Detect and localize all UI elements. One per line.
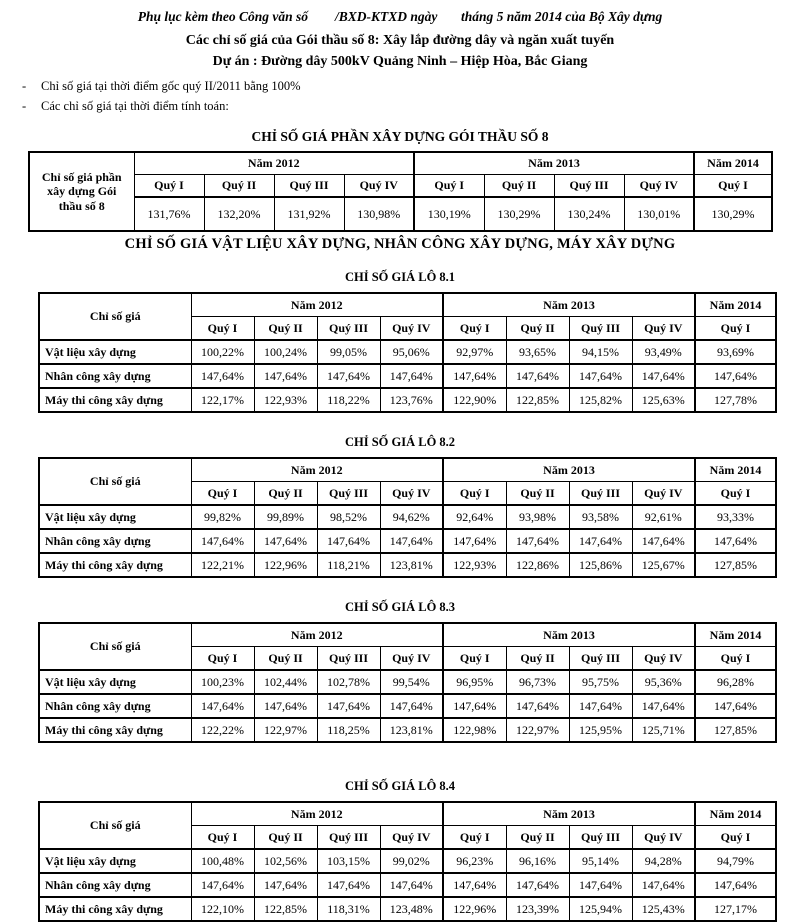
value-cell: 92,97% [443,340,506,364]
value-cell: 93,69% [695,340,776,364]
quarter-header-cell: Quý II [204,175,274,198]
quarter-header-cell: Quý II [484,175,554,198]
value-cell: 127,85% [695,718,776,742]
row-label-cell: Máy thi công xây dựng [39,718,191,742]
lot-table [38,801,777,922]
quarter-header-cell: Quý I [191,482,254,506]
value-cell: 147,64% [254,529,317,553]
value-cell: 99,05% [317,340,380,364]
value-cell: 93,65% [506,340,569,364]
value-cell: 132,20% [204,197,274,231]
value-cell: 127,85% [695,553,776,577]
quarter-header-cell: Quý II [254,647,317,671]
summary-value-row [29,197,772,231]
value-cell: 125,94% [569,897,632,921]
value-cell: 130,29% [694,197,772,231]
value-cell: 147,64% [632,364,695,388]
quarter-header-cell: Quý III [569,317,632,341]
value-cell: 122,86% [506,553,569,577]
value-cell: 131,76% [134,197,204,231]
value-cell: 123,76% [380,388,443,412]
row-label-cell: Nhân công xây dựng [39,694,191,718]
lot-data-row [39,529,776,553]
lot-table-title: CHỈ SỐ GIÁ LÔ 8.2 [344,435,456,449]
summary-table-title: CHỈ SỐ GIÁ PHẦN XÂY DỰNG GÓI THẦU SỐ 8 [251,129,549,144]
value-cell: 96,16% [506,849,569,873]
quarter-header-cell: Quý IV [632,826,695,850]
value-cell: 102,78% [317,670,380,694]
value-cell: 95,06% [380,340,443,364]
value-cell: 122,21% [191,553,254,577]
corner-header-cell: Chỉ số giá phần xây dựng Gói thầu số 8 [29,152,134,231]
note-text: Các chỉ số giá tại thời điểm tính toán: [41,99,229,113]
year-header-cell: Năm 2012 [134,152,414,175]
value-cell: 147,64% [191,694,254,718]
project-title: Dự án : Đường dây 500kV Quảng Ninh – Hiệp Hòa, Bắc Giang [212,54,588,69]
value-cell: 125,71% [632,718,695,742]
row-label-cell: Máy thi công xây dựng [39,553,191,577]
year-header-cell: Năm 2013 [414,152,694,175]
value-cell: 95,36% [632,670,695,694]
quarter-header-cell: Quý I [443,826,506,850]
quarter-header-cell: Quý IV [380,647,443,671]
value-cell: 147,64% [695,364,776,388]
lot-table-title: CHỈ SỐ GIÁ LÔ 8.3 [344,600,456,614]
value-cell: 122,97% [506,718,569,742]
quarter-header-cell: Quý III [569,826,632,850]
value-cell: 147,64% [380,529,443,553]
value-cell: 123,39% [506,897,569,921]
value-cell: 122,17% [191,388,254,412]
lot-table-title: CHỈ SỐ GIÁ LÔ 8.1 [344,270,456,284]
quarter-header-cell: Quý I [695,647,776,671]
value-cell: 118,21% [317,553,380,577]
quarter-header-cell: Quý I [443,317,506,341]
value-cell: 96,28% [695,670,776,694]
value-cell: 125,43% [632,897,695,921]
value-cell: 122,85% [254,897,317,921]
value-cell: 147,64% [569,364,632,388]
value-cell: 96,23% [443,849,506,873]
lot-data-row [39,873,776,897]
quarter-header-cell: Quý IV [344,175,414,198]
lot-data-row [39,340,776,364]
year-header-cell: Năm 2012 [191,293,443,317]
value-cell: 147,64% [254,694,317,718]
corner-header-cell: Chỉ số giá [39,293,191,340]
value-cell: 100,23% [191,670,254,694]
value-cell: 122,96% [254,553,317,577]
value-cell: 147,64% [317,529,380,553]
quarter-header-cell: Quý III [317,482,380,506]
quarter-header-cell: Quý III [317,826,380,850]
value-cell: 127,78% [695,388,776,412]
value-cell: 93,49% [632,340,695,364]
notes-list [22,79,800,114]
appendix-note: Phụ lục kèm theo Công văn số /BXD-KTXD ngày tháng 5 năm 2014 của Bộ Xây dựng [137,9,663,24]
value-cell: 147,64% [443,873,506,897]
package-title: Các chỉ số giá của Gói thầu số 8: Xây lắp đường dây và ngăn xuất tuyến [185,33,615,48]
quarter-header-cell: Quý IV [632,647,695,671]
year-header-cell: Năm 2013 [443,623,695,647]
quarter-header-cell: Quý III [554,175,624,198]
value-cell: 130,01% [624,197,694,231]
year-header-row [39,802,776,826]
year-header-row [39,293,776,317]
value-cell: 147,64% [317,364,380,388]
row-label-cell: Máy thi công xây dựng [39,897,191,921]
quarter-header-cell: Quý I [134,175,204,198]
value-cell: 123,81% [380,553,443,577]
value-cell: 147,64% [317,873,380,897]
value-cell: 122,93% [443,553,506,577]
lot-data-row [39,897,776,921]
year-header-cell: Năm 2012 [191,458,443,482]
quarter-header-cell: Quý IV [624,175,694,198]
bullet-dash: - [22,99,27,113]
value-cell: 100,24% [254,340,317,364]
bullet-dash: - [22,79,27,93]
value-cell: 122,97% [254,718,317,742]
quarter-header-cell: Quý I [695,826,776,850]
value-cell: 147,64% [569,529,632,553]
value-cell: 130,98% [344,197,414,231]
value-cell: 147,64% [380,694,443,718]
value-cell: 147,64% [443,694,506,718]
value-cell: 122,90% [443,388,506,412]
value-cell: 125,67% [632,553,695,577]
row-label-cell: Nhân công xây dựng [39,364,191,388]
value-cell: 122,96% [443,897,506,921]
value-cell: 100,48% [191,849,254,873]
value-cell: 96,95% [443,670,506,694]
lot-data-row [39,849,776,873]
row-label-cell: Vật liệu xây dựng [39,670,191,694]
summary-table [28,151,773,232]
value-cell: 102,44% [254,670,317,694]
lot-table [38,622,777,743]
year-header-cell: Năm 2014 [695,623,776,647]
value-cell: 147,64% [443,364,506,388]
value-cell: 123,81% [380,718,443,742]
quarter-header-cell: Quý IV [632,317,695,341]
value-cell: 100,22% [191,340,254,364]
value-cell: 147,64% [317,694,380,718]
value-cell: 147,64% [695,529,776,553]
row-label-cell: Vật liệu xây dựng [39,340,191,364]
value-cell: 94,28% [632,849,695,873]
value-cell: 94,15% [569,340,632,364]
note-item [22,99,800,114]
value-cell: 94,62% [380,505,443,529]
year-header-row [39,623,776,647]
value-cell: 98,52% [317,505,380,529]
value-cell: 147,64% [695,694,776,718]
quarter-header-cell: Quý II [254,826,317,850]
value-cell: 94,79% [695,849,776,873]
quarter-header-cell: Quý III [274,175,344,198]
value-cell: 147,64% [380,873,443,897]
value-cell: 99,54% [380,670,443,694]
lot-table [38,457,777,578]
quarter-header-cell: Quý I [443,647,506,671]
quarter-header-cell: Quý III [317,647,380,671]
value-cell: 147,64% [569,694,632,718]
value-cell: 122,22% [191,718,254,742]
value-cell: 127,17% [695,897,776,921]
row-label-cell: Vật liệu xây dựng [39,505,191,529]
value-cell: 93,98% [506,505,569,529]
quarter-header-cell: Quý I [695,317,776,341]
value-cell: 147,64% [506,364,569,388]
lot-data-row [39,670,776,694]
value-cell: 103,15% [317,849,380,873]
quarter-header-cell: Quý III [317,317,380,341]
lot-data-row [39,388,776,412]
value-cell: 130,24% [554,197,624,231]
quarter-header-cell: Quý IV [380,317,443,341]
quarter-header-cell: Quý II [254,317,317,341]
value-cell: 96,73% [506,670,569,694]
lot-data-row [39,694,776,718]
year-header-cell: Năm 2014 [694,152,772,175]
year-header-row [29,152,772,175]
row-label-cell: Nhân công xây dựng [39,873,191,897]
year-header-row [39,458,776,482]
year-header-cell: Năm 2013 [443,458,695,482]
value-cell: 147,64% [506,694,569,718]
value-cell: 92,61% [632,505,695,529]
value-cell: 99,82% [191,505,254,529]
value-cell: 125,82% [569,388,632,412]
lot-data-row [39,364,776,388]
value-cell: 147,64% [191,529,254,553]
section-title: CHỈ SỐ GIÁ VẬT LIỆU XÂY DỰNG, NHÂN CÔNG XÂY DỰNG, MÁY XÂY DỰNG [124,236,676,252]
value-cell: 99,02% [380,849,443,873]
quarter-header-cell: Quý II [254,482,317,506]
value-cell: 147,64% [632,873,695,897]
quarter-header-cell: Quý I [443,482,506,506]
quarter-header-cell: Quý II [506,647,569,671]
year-header-cell: Năm 2013 [443,293,695,317]
value-cell: 93,58% [569,505,632,529]
value-cell: 147,64% [506,529,569,553]
quarter-header-cell: Quý I [191,826,254,850]
lot-table-title: CHỈ SỐ GIÁ LÔ 8.4 [344,779,456,793]
value-cell: 147,64% [191,873,254,897]
quarter-header-row [29,175,772,198]
row-label-cell: Nhân công xây dựng [39,529,191,553]
quarter-header-cell: Quý I [695,482,776,506]
note-text: Chỉ số giá tại thời điểm gốc quý II/2011 bằng 100% [41,79,301,93]
lot-block [0,600,800,743]
quarter-header-cell: Quý I [694,175,772,198]
quarter-header-cell: Quý I [414,175,484,198]
year-header-cell: Năm 2014 [695,293,776,317]
corner-header-cell: Chỉ số giá [39,623,191,670]
value-cell: 122,85% [506,388,569,412]
lot-block [0,435,800,578]
year-header-cell: Năm 2014 [695,458,776,482]
lot-tables-container [0,270,800,922]
value-cell: 123,48% [380,897,443,921]
year-header-cell: Năm 2012 [191,623,443,647]
lot-table [38,292,777,413]
lot-data-row [39,718,776,742]
value-cell: 125,63% [632,388,695,412]
quarter-header-cell: Quý III [569,647,632,671]
value-cell: 147,64% [632,694,695,718]
quarter-header-cell: Quý IV [632,482,695,506]
lot-data-row [39,553,776,577]
value-cell: 102,56% [254,849,317,873]
quarter-header-cell: Quý II [506,317,569,341]
corner-header-cell: Chỉ số giá [39,802,191,849]
quarter-header-cell: Quý I [191,647,254,671]
value-cell: 147,64% [443,529,506,553]
value-cell: 122,10% [191,897,254,921]
quarter-header-cell: Quý I [191,317,254,341]
lot-data-row [39,505,776,529]
value-cell: 125,86% [569,553,632,577]
quarter-header-cell: Quý II [506,482,569,506]
lot-block [0,270,800,413]
quarter-header-cell: Quý II [506,826,569,850]
value-cell: 99,89% [254,505,317,529]
year-header-cell: Năm 2013 [443,802,695,826]
value-cell: 122,98% [443,718,506,742]
value-cell: 147,64% [632,529,695,553]
year-header-cell: Năm 2014 [695,802,776,826]
value-cell: 147,64% [569,873,632,897]
value-cell: 147,64% [506,873,569,897]
value-cell: 130,19% [414,197,484,231]
quarter-header-cell: Quý IV [380,482,443,506]
value-cell: 95,14% [569,849,632,873]
value-cell: 93,33% [695,505,776,529]
lot-block [0,779,800,922]
value-cell: 92,64% [443,505,506,529]
corner-header-cell: Chỉ số giá [39,458,191,505]
value-cell: 118,31% [317,897,380,921]
value-cell: 147,64% [254,364,317,388]
value-cell: 118,22% [317,388,380,412]
row-label-cell: Vật liệu xây dựng [39,849,191,873]
quarter-header-cell: Quý III [569,482,632,506]
value-cell: 125,95% [569,718,632,742]
value-cell: 147,64% [380,364,443,388]
value-cell: 147,64% [695,873,776,897]
value-cell: 131,92% [274,197,344,231]
value-cell: 147,64% [254,873,317,897]
quarter-header-cell: Quý IV [380,826,443,850]
year-header-cell: Năm 2012 [191,802,443,826]
value-cell: 122,93% [254,388,317,412]
value-cell: 147,64% [191,364,254,388]
value-cell: 118,25% [317,718,380,742]
value-cell: 130,29% [484,197,554,231]
note-item [22,79,800,94]
row-label-cell: Máy thi công xây dựng [39,388,191,412]
value-cell: 95,75% [569,670,632,694]
